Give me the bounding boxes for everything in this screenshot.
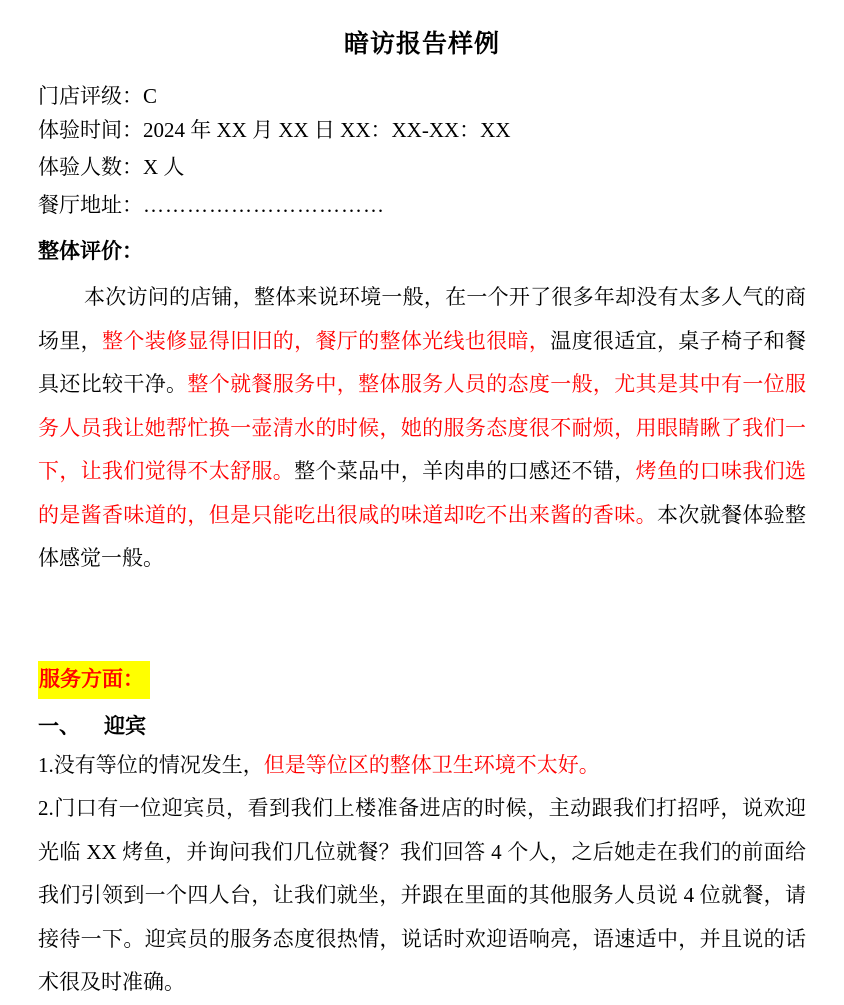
restaurant-address-line: [38, 194, 806, 217]
overall-span-1: 本次访问的店铺，整体来说环境一般，在一个开了很多年却没有太多人气的商场里，: [38, 285, 806, 353]
visit-time-line: [38, 119, 806, 142]
overall-span-3: 温度很适宜，桌子椅子和餐具还比较干净。: [38, 328, 807, 396]
section-title: 迎宾: [104, 714, 146, 738]
overall-review-paragraph: [38, 276, 806, 581]
overall-span-2-negative: 整个装修显得旧旧的，餐厅的整体光线也很暗，: [102, 328, 551, 353]
item-2-span-1: 2.门口有一位迎宾员，看到我们上楼准备进店的时候，主动跟我们打招呼，说欢迎光临 XX 烤鱼，并询问我们几位就餐？我们回答 4 个人，之后她走在我们的前面给我们引领到一个四人台，让我们就坐，并跟在里面的其他服务人员说 4 位就餐，请接待一下。迎宾员的服务态度很热情，说话时欢迎语响亮，语速适中，并且说的话术很及时准确。: [38, 796, 806, 994]
visit-time-value: 2024 年 XX 月 XX 日 XX：XX-XX：XX: [143, 118, 511, 142]
service-section: [38, 661, 806, 699]
meta-section: [38, 85, 806, 217]
overall-span-4-negative: 整个就餐服务中，整体服务人员的态度一般，尤其是其中有一位服务人员我让她帮忙换一壶清水的时候，她的服务态度很不耐烦，用眼睛瞅了我们一下，让我们觉得不太舒服。: [38, 372, 807, 483]
party-size-line: [38, 156, 806, 179]
store-rating-line: [38, 85, 806, 108]
greeting-item-2: [38, 787, 806, 1005]
blank-gap: [38, 581, 806, 661]
overall-review-heading: 整体评价：: [38, 240, 143, 263]
store-rating-label: 门店评级：: [38, 84, 143, 108]
overall-span-6-negative: 烤鱼的口味我们选的是酱香味道的，但是只能吃出很咸的味道却吃不出来酱的香味。: [38, 459, 807, 527]
store-rating-value: C: [143, 84, 158, 108]
party-size-label: 体验人数：: [38, 155, 143, 179]
restaurant-address-label: 餐厅地址：: [38, 193, 143, 217]
section-number: 一、: [38, 714, 80, 738]
item-1-span-1: 1.没有等位的情况发生，: [38, 752, 264, 777]
party-size-value: X 人: [143, 155, 185, 179]
overall-span-7: 本次就餐体验整体感觉一般。: [38, 502, 807, 570]
report-title: 暗访报告样例: [343, 30, 500, 58]
greeting-item-1: [38, 744, 806, 788]
greeting-section-heading: [38, 715, 806, 739]
visit-time-label: 体验时间：: [38, 118, 143, 142]
item-1-span-2-negative: 但是等位区的整体卫生环境不太好。: [263, 752, 600, 777]
service-section-heading: 服务方面：: [38, 661, 150, 699]
overall-span-5: 整个菜品中，羊肉串的口感还不错，: [294, 459, 636, 483]
restaurant-address-placeholder: ……………………………: [143, 193, 385, 217]
